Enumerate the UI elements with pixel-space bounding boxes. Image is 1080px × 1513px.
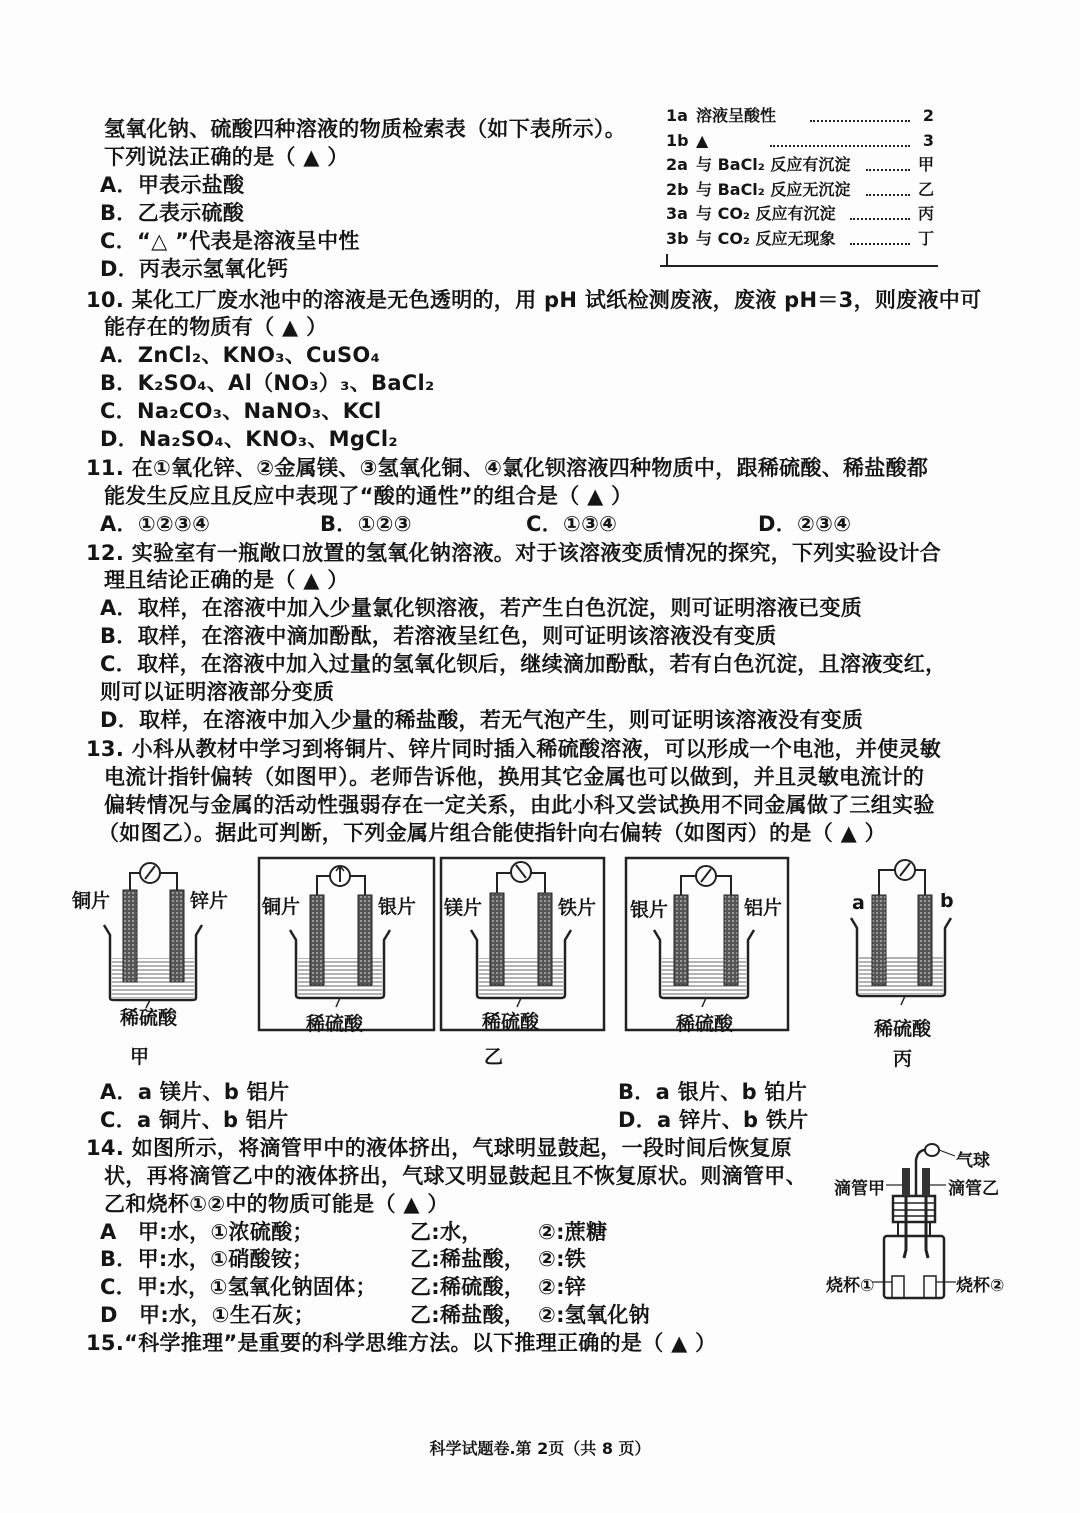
q9-line2: 下列说法正确的是（ ▲ ）	[104, 145, 349, 169]
q12-option-b: B．取样，在溶液中滴加酚酞，若溶液呈红色，则可证明该溶液没有变质	[100, 624, 777, 648]
fig-jia-caption: 甲	[130, 1046, 150, 1068]
key-row: 2a 与 BaCl₂ 反应有沉淀 甲	[666, 155, 934, 174]
fig-yi1-liquid-label: 稀硫酸	[306, 1013, 364, 1035]
q14-option-b-part1: B．甲:水，①硝酸铵；	[100, 1247, 314, 1271]
q9-option-a: A．甲表示盐酸	[100, 173, 245, 197]
q14-option-c-part3: ②:锌	[538, 1275, 587, 1299]
key-row: 3a 与 CO₂ 反应有沉淀 丙	[666, 204, 934, 223]
fig-bing-liquid-label: 稀硫酸	[874, 1018, 932, 1040]
figure-yi2	[471, 862, 571, 1007]
fig-bing-right-label: b	[940, 890, 954, 912]
q13-line4: （如图乙）。据此可判断，下列金属片组合能使指针向右偏转（如图丙）的是（ ▲ ）	[98, 821, 886, 845]
q13-option-d: D．a 锌片、b 铁片	[618, 1108, 809, 1132]
figure-bing	[851, 860, 951, 1005]
q13-option-a: A．a 镁片、b 铝片	[100, 1080, 290, 1104]
fig-yi3-liquid-label: 稀硫酸	[676, 1013, 734, 1035]
q14-beaker1-label: 烧杯①	[826, 1276, 875, 1296]
fig-yi2-right-label: 铁片	[558, 897, 597, 919]
q14-line3: 乙和烧杯①②中的物质可能是（ ▲ ）	[104, 1192, 449, 1216]
key-row: 1b ▲ 3	[666, 130, 934, 150]
q9-option-d: D．丙表示氢氧化钙	[100, 257, 289, 281]
q13-option-c: C．a 铜片、b 铝片	[100, 1108, 289, 1132]
fig-bing-left-label: a	[852, 892, 865, 914]
q11-line2: 能发生反应且反应中表现了“酸的通性”的组合是（ ▲ ）	[104, 484, 633, 508]
q11-line1: 11. 在①氧化锌、②金属镁、③氢氧化铜、④氯化钡溶液四种物质中，跟稀硫酸、稀盐酸都	[86, 456, 929, 480]
figure-yi2-frame	[441, 858, 604, 1030]
q13-line2: 电流计指针偏转（如图甲）。老师告诉他，换用其它金属也可以做到，并且灵敏电流计的	[104, 765, 925, 789]
q14-line1: 14. 如图所示，将滴管甲中的液体挤出，气球明显鼓起，一段时间后恢复原	[86, 1136, 793, 1160]
fig-yi3-right-label: 铝片	[744, 897, 783, 919]
q13-line3: 偏转情况与金属的活动性强弱存在一定关系，由此小科又尝试换用不同金属做了三组实验	[104, 793, 935, 817]
q11-option-b: B．①②③	[320, 512, 412, 536]
fig-yi1-right-label: 银片	[378, 896, 417, 918]
q9-option-b: B．乙表示硫酸	[100, 201, 245, 225]
q14-apparatus	[872, 1144, 956, 1298]
q14-option-d-part1: D 甲:水，①生石灰；	[100, 1303, 315, 1327]
q14-dropper1-label: 滴管甲	[834, 1179, 885, 1199]
q14-option-c-part2: 乙:稀硫酸，	[410, 1275, 526, 1299]
q10-option-b: B．K₂SO₄、Al（NO₃）₃、BaCl₂	[100, 371, 435, 395]
q10-option-a: A．ZnCl₂、KNO₃、CuSO₄	[100, 343, 381, 367]
q10-option-c: C．Na₂CO₃、NaNO₃、KCl	[100, 399, 382, 423]
q9-option-c: C．“△ ”代表是溶液呈中性	[100, 229, 360, 253]
q10-option-d: D．Na₂SO₄、KNO₃、MgCl₂	[100, 427, 398, 451]
q13-option-b: B．a 银片、b 铂片	[618, 1080, 808, 1104]
q12-option-c-cont: 则可以证明溶液部分变质	[100, 680, 335, 704]
q14-option-b-part2: 乙:稀盐酸，	[410, 1247, 526, 1271]
q14-option-a-part1: A 甲:水，①浓硫酸；	[100, 1220, 314, 1244]
q14-beaker2-label: 烧杯②	[956, 1276, 1005, 1296]
figure-jia	[104, 863, 202, 1008]
key-row: 1a 溶液呈酸性 2	[666, 106, 934, 125]
q10-line1: 10. 某化工厂废水池中的溶液是无色透明的，用 pH 试纸检测废液，废液 pH＝3，则废液中可	[86, 288, 982, 312]
fig-jia-right-label: 锌片	[190, 890, 229, 912]
q14-option-d-part2: 乙:稀盐酸，	[410, 1303, 526, 1327]
q14-option-b-part3: ②:铁	[538, 1247, 587, 1271]
q12-line2: 理且结论正确的是（ ▲ ）	[104, 568, 349, 592]
key-row: 2b 与 BaCl₂ 反应无沉淀 乙	[666, 179, 934, 199]
page-footer: 科学试题卷.第 2页（共 8 页）	[429, 1439, 651, 1458]
q10-line2: 能存在的物质有（ ▲ ）	[104, 315, 328, 339]
q12-line1: 12. 实验室有一瓶敞口放置的氢氧化钠溶液。对于该溶液变质情况的探究，下列实验设计合	[86, 541, 942, 565]
q13-line1: 13. 小科从教材中学习到将铜片、锌片同时插入稀硫酸溶液，可以形成一个电池，并使灵敏	[86, 737, 942, 761]
fig-yi3-left-label: 银片	[630, 899, 669, 921]
figure-yi3	[654, 866, 754, 1007]
q11-option-d: D．②③④	[758, 512, 852, 536]
fig-yi2-liquid-label: 稀硫酸	[482, 1011, 540, 1033]
fig-yi2-left-label: 镁片	[444, 897, 483, 919]
q11-option-c: C．①③④	[526, 512, 618, 536]
figure-yi1	[290, 866, 390, 1007]
fig-bing-caption: 丙	[893, 1048, 913, 1070]
q14-balloon-label: 气球	[956, 1151, 990, 1171]
key-row: 3b 与 CO₂ 反应无现象 丁	[666, 228, 934, 248]
q9-line1: 氢氧化钠、硫酸四种溶液的物质检索表（如下表所示）。	[104, 117, 626, 141]
q12-option-d: D．取样，在溶液中加入少量的稀盐酸，若无气泡产生，则可证明该溶液没有变质	[100, 708, 864, 732]
fig-yi-caption: 乙	[484, 1046, 504, 1068]
fig-jia-liquid-label: 稀硫酸	[120, 1007, 178, 1029]
q12-option-a: A．取样，在溶液中加入少量氯化钡溶液，若产生白色沉淀，则可证明溶液已变质	[100, 596, 863, 620]
q14-option-d-part3: ②:氢氧化钠	[538, 1303, 650, 1327]
q12-option-c: C．取样，在溶液中加入过量的氢氧化钡后，继续滴加酚酞，若有白色沉淀，且溶液变红，	[100, 652, 947, 676]
fig-yi1-left-label: 铜片	[262, 896, 301, 918]
fig-jia-left-label: 铜片	[72, 890, 111, 912]
q14-dropper2-label: 滴管乙	[948, 1179, 999, 1199]
q14-option-a-part3: ②:蔗糖	[538, 1220, 608, 1244]
q14-option-c-part1: C．甲:水，①氢氧化钠固体；	[100, 1275, 377, 1299]
q14-option-a-part2: 乙:水，	[410, 1220, 483, 1244]
q15-line1: 15.“科学推理”是重要的科学思维方法。以下推理正确的是（ ▲ ）	[86, 1331, 717, 1355]
q11-option-a: A．①②③④	[100, 512, 211, 536]
q14-line2: 状，再将滴管乙中的液体挤出，气球又明显鼓起且不恢复原状。则滴管甲、	[104, 1164, 807, 1188]
